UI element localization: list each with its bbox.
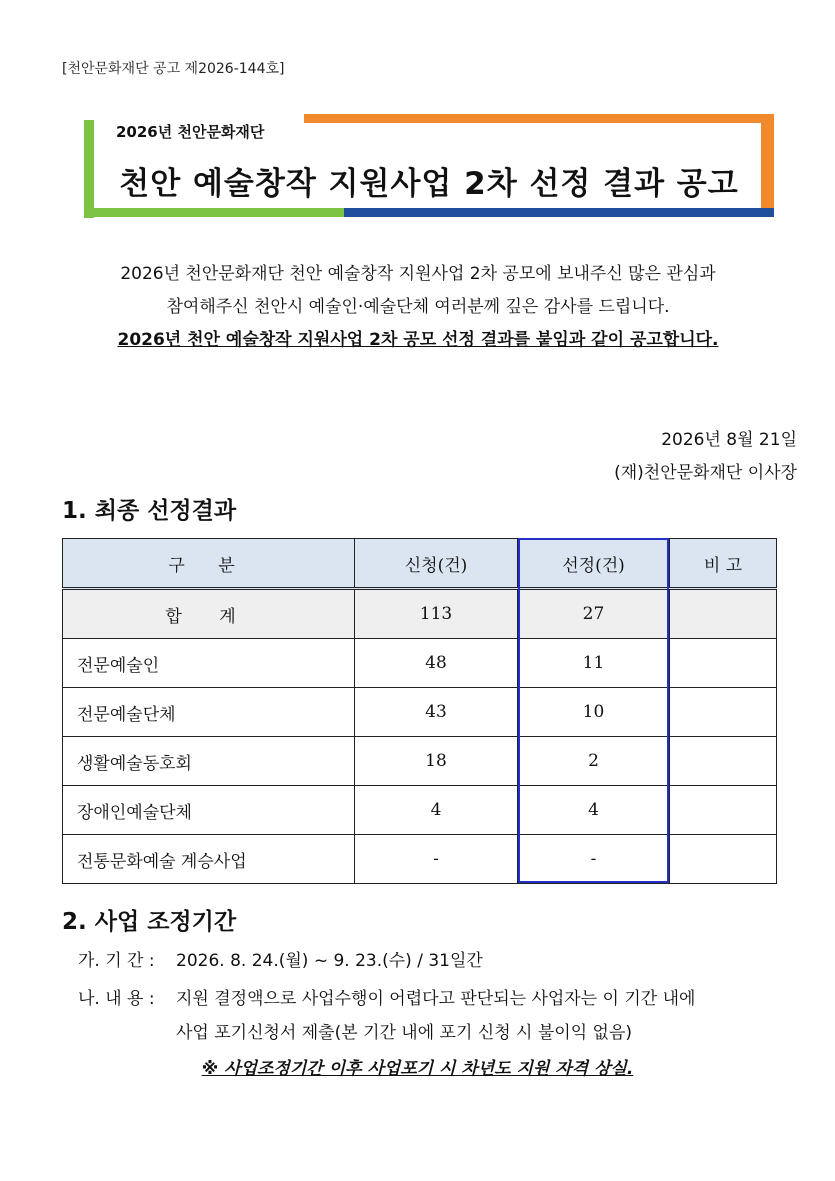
cell-total-selected: 27 (518, 589, 670, 639)
cell-total-applied: 113 (355, 589, 518, 639)
content-label: 나. 내 용 : (78, 989, 155, 1009)
table-header-row (63, 539, 777, 589)
cell-label: 생활예술동호회 (63, 737, 355, 786)
cell-total-note (670, 589, 777, 639)
cell-selected: - (518, 835, 670, 884)
header-selected: 선정(건) (518, 539, 670, 589)
cell-note (670, 688, 777, 737)
intro-line-1: 2026년 천안문화재단 천안 예술창작 지원사업 2차 공모에 보내주신 많은 관심과 (120, 264, 716, 284)
cell-note (670, 639, 777, 688)
warning-note: ※ 사업조정기간 이후 사업포기 시 차년도 지원 자격 상실. (201, 1059, 634, 1079)
cell-label: 장애인예술단체 (63, 786, 355, 835)
header-note: 비 고 (670, 539, 777, 589)
intro-line-2: 참여해주신 천안시 예술인·예술단체 여러분께 깊은 감사를 드립니다. (166, 297, 670, 317)
title-banner (84, 114, 774, 218)
cell-applied: 48 (355, 639, 518, 688)
banner-orange-bar-top (304, 114, 774, 123)
notice-number: [천안문화재단 공고 제2026-144호] (62, 61, 285, 77)
table-row (63, 688, 777, 737)
table-row (63, 737, 777, 786)
page-title: 천안 예술창작 지원사업 2차 선정 결과 공고 (119, 166, 739, 202)
section-1-heading: 1. 최종 선정결과 (62, 498, 237, 524)
content-line-2: 사업 포기신청서 제출(본 기간 내에 포기 신청 시 불이익 없음) (176, 1023, 633, 1043)
cell-selected: 2 (518, 737, 670, 786)
cell-label: 전문예술인 (63, 639, 355, 688)
cell-applied: 43 (355, 688, 518, 737)
selection-result-table (62, 538, 777, 884)
intro-line-3: 2026년 천안 예술창작 지원사업 2차 공모 선정 결과를 붙임과 같이 공고합니다. (117, 330, 719, 350)
banner-blue-bar-bottom (344, 208, 774, 217)
table-row (63, 639, 777, 688)
cell-label: 전통문화예술 계승사업 (63, 835, 355, 884)
content-line-1: 지원 결정액으로 사업수행이 어렵다고 판단되는 사업자는 이 기간 내에 (176, 989, 696, 1009)
banner-green-bar-bottom (84, 208, 344, 217)
cell-total-label: 합 계 (63, 589, 355, 639)
cell-note (670, 835, 777, 884)
header-category: 구 분 (63, 539, 355, 589)
announcement-date: 2026년 8월 21일 (661, 430, 797, 450)
signer: (재)천안문화재단 이사장 (614, 463, 797, 483)
cell-selected: 10 (518, 688, 670, 737)
cell-applied: - (355, 835, 518, 884)
cell-note (670, 737, 777, 786)
cell-label: 전문예술단체 (63, 688, 355, 737)
cell-applied: 18 (355, 737, 518, 786)
table-row-total (63, 589, 777, 639)
period-value: 2026. 8. 24.(월) ~ 9. 23.(수) / 31일간 (176, 951, 483, 971)
cell-selected: 11 (518, 639, 670, 688)
table-row (63, 835, 777, 884)
banner-subtitle: 2026년 천안문화재단 (116, 123, 265, 141)
period-label: 가. 기 간 : (78, 951, 155, 971)
cell-applied: 4 (355, 786, 518, 835)
section-2-heading: 2. 사업 조정기간 (62, 909, 237, 935)
cell-selected: 4 (518, 786, 670, 835)
header-applied: 신청(건) (355, 539, 518, 589)
cell-note (670, 786, 777, 835)
intro-text (62, 258, 774, 357)
table-row (63, 786, 777, 835)
